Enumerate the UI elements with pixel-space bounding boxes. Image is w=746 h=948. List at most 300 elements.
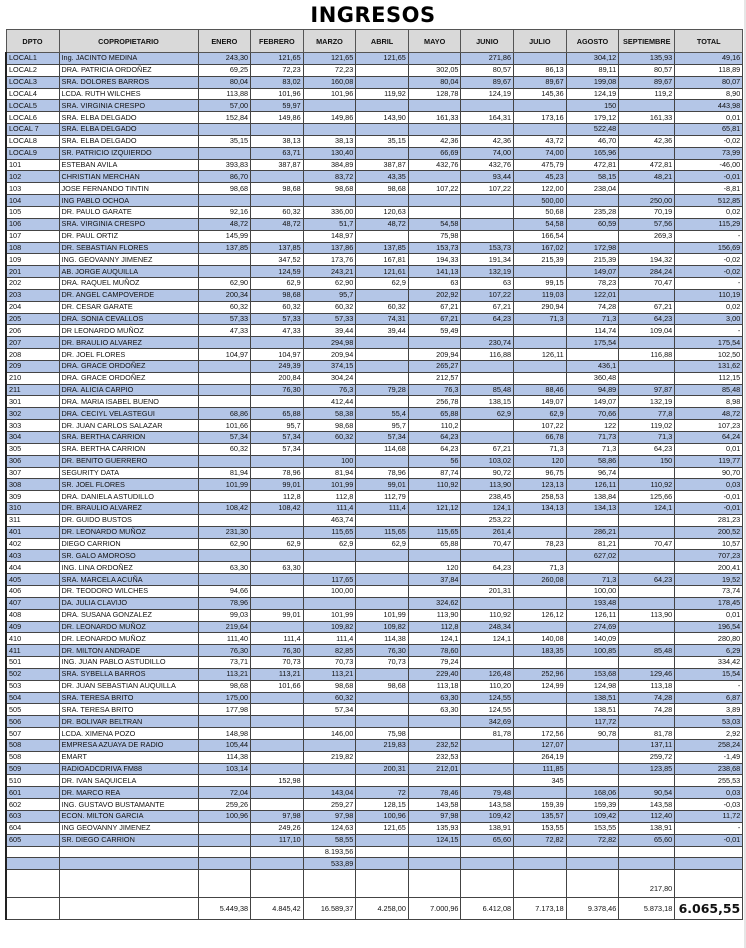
cell-marzo[interactable]: 51,7	[303, 218, 356, 230]
cell-copropietario[interactable]	[59, 846, 198, 858]
cell-mayo[interactable]: 63,30	[408, 704, 461, 716]
cell-abril[interactable]	[356, 775, 409, 787]
cell-febrero[interactable]: 60,32	[251, 301, 304, 313]
cell-total[interactable]: 0,01	[675, 112, 743, 124]
cell-copropietario[interactable]: DR. JOEL FLORES	[59, 349, 198, 361]
cell-agosto[interactable]: 81,21	[566, 538, 619, 550]
cell-abril[interactable]: 143,90	[356, 112, 409, 124]
cell-junio[interactable]	[461, 124, 514, 136]
cell-enero[interactable]	[198, 834, 251, 846]
cell-septiembre[interactable]: 217,80	[619, 870, 675, 898]
cell-febrero[interactable]: 104,97	[251, 349, 304, 361]
cell-enero[interactable]: 78,96	[198, 597, 251, 609]
cell-febrero[interactable]: 47,33	[251, 325, 304, 337]
cell-total[interactable]: -0,02	[675, 266, 743, 278]
cell-septiembre[interactable]: 137,11	[619, 739, 675, 751]
cell-agosto[interactable]: 122,01	[566, 289, 619, 301]
cell-febrero[interactable]	[251, 585, 304, 597]
cell-abril[interactable]: 43,35	[356, 171, 409, 183]
cell-enero[interactable]: 113,88	[198, 88, 251, 100]
cell-copropietario[interactable]: DRA. DANIELA ASTUDILLO	[59, 491, 198, 503]
cell-julio[interactable]: 99,15	[514, 278, 567, 290]
cell-enero[interactable]	[198, 455, 251, 467]
cell-mayo[interactable]	[408, 53, 461, 65]
cell-dpto[interactable]: 306	[6, 455, 59, 467]
cell-septiembre[interactable]: 97,87	[619, 384, 675, 396]
cell-dpto[interactable]: 406	[6, 585, 59, 597]
cell-julio[interactable]: 183,35	[514, 645, 567, 657]
cell-septiembre[interactable]: 123,85	[619, 763, 675, 775]
cell-febrero[interactable]: 95,7	[251, 420, 304, 432]
cell-marzo[interactable]: 62,9	[303, 538, 356, 550]
cell-febrero[interactable]	[251, 763, 304, 775]
cell-febrero[interactable]	[251, 799, 304, 811]
cell-febrero[interactable]: 63,71	[251, 147, 304, 159]
cell-agosto[interactable]	[566, 751, 619, 763]
cell-junio[interactable]: 113,90	[461, 479, 514, 491]
cell-septiembre[interactable]: 5.873,18	[619, 898, 675, 920]
cell-febrero[interactable]: 70,73	[251, 657, 304, 669]
cell-enero[interactable]	[198, 491, 251, 503]
cell-agosto[interactable]: 199,08	[566, 76, 619, 88]
cell-agosto[interactable]: 74,28	[566, 301, 619, 313]
cell-julio[interactable]: 167,02	[514, 242, 567, 254]
cell-febrero[interactable]: 97,98	[251, 811, 304, 823]
cell-septiembre[interactable]	[619, 467, 675, 479]
cell-abril[interactable]: 120,63	[356, 206, 409, 218]
cell-marzo[interactable]: 98,68	[303, 420, 356, 432]
cell-copropietario[interactable]: RADIOADCDRIVA FM88	[59, 763, 198, 775]
cell-mayo[interactable]: 432,76	[408, 159, 461, 171]
cell-copropietario[interactable]: SR. PATRICIO IZQUIERDO	[59, 147, 198, 159]
cell-dpto[interactable]	[6, 846, 59, 858]
cell-total[interactable]: 107,23	[675, 420, 743, 432]
cell-septiembre[interactable]: 42,36	[619, 135, 675, 147]
cell-septiembre[interactable]: 110,92	[619, 479, 675, 491]
cell-mayo[interactable]: 141,13	[408, 266, 461, 278]
cell-mayo[interactable]: 153,73	[408, 242, 461, 254]
cell-total[interactable]: -8,81	[675, 183, 743, 195]
cell-enero[interactable]: 100,96	[198, 811, 251, 823]
cell-marzo[interactable]: 121,65	[303, 53, 356, 65]
cell-marzo[interactable]	[303, 775, 356, 787]
cell-mayo[interactable]: 78,46	[408, 787, 461, 799]
cell-total[interactable]: 2,92	[675, 728, 743, 740]
cell-abril[interactable]: 137,85	[356, 242, 409, 254]
cell-dpto[interactable]: 405	[6, 574, 59, 586]
cell-total[interactable]: 0,01	[675, 443, 743, 455]
cell-copropietario[interactable]: SRA. VIRGINIA CRESPO	[59, 100, 198, 112]
cell-septiembre[interactable]	[619, 585, 675, 597]
cell-copropietario[interactable]	[59, 858, 198, 870]
cell-total[interactable]: 10,57	[675, 538, 743, 550]
cell-dpto[interactable]: 308	[6, 479, 59, 491]
cell-febrero[interactable]: 62,9	[251, 278, 304, 290]
cell-total[interactable]: -	[675, 822, 743, 834]
cell-abril[interactable]: 98,68	[356, 680, 409, 692]
cell-enero[interactable]: 80,04	[198, 76, 251, 88]
cell-junio[interactable]	[461, 230, 514, 242]
cell-marzo[interactable]: 294,98	[303, 337, 356, 349]
cell-julio[interactable]	[514, 846, 567, 858]
cell-enero[interactable]	[198, 266, 251, 278]
cell-abril[interactable]	[356, 834, 409, 846]
cell-julio[interactable]	[514, 372, 567, 384]
cell-febrero[interactable]: 4.845,42	[251, 898, 304, 920]
cell-abril[interactable]: 35,15	[356, 135, 409, 147]
cell-julio[interactable]	[514, 597, 567, 609]
cell-marzo[interactable]: 60,32	[303, 692, 356, 704]
cell-agosto[interactable]	[566, 657, 619, 669]
cell-julio[interactable]: 120	[514, 455, 567, 467]
cell-agosto[interactable]: 360,48	[566, 372, 619, 384]
cell-febrero[interactable]: 72,23	[251, 64, 304, 76]
cell-dpto[interactable]: 604	[6, 822, 59, 834]
cell-dpto[interactable]: 302	[6, 408, 59, 420]
cell-abril[interactable]: 70,73	[356, 657, 409, 669]
cell-julio[interactable]	[514, 124, 567, 136]
cell-mayo[interactable]: 212,01	[408, 763, 461, 775]
cell-febrero[interactable]	[251, 858, 304, 870]
cell-agosto[interactable]: 100,85	[566, 645, 619, 657]
cell-total[interactable]: -	[675, 680, 743, 692]
cell-septiembre[interactable]: 161,33	[619, 112, 675, 124]
cell-septiembre[interactable]: 90,54	[619, 787, 675, 799]
cell-total[interactable]: 15,54	[675, 668, 743, 680]
cell-febrero[interactable]: 152,98	[251, 775, 304, 787]
cell-enero[interactable]	[198, 870, 251, 898]
cell-mayo[interactable]: 302,05	[408, 64, 461, 76]
cell-total[interactable]: 707,23	[675, 550, 743, 562]
cell-dpto[interactable]: 104	[6, 195, 59, 207]
cell-marzo[interactable]: 111,4	[303, 633, 356, 645]
cell-agosto[interactable]: 126,11	[566, 479, 619, 491]
cell-julio[interactable]: 88,46	[514, 384, 567, 396]
cell-julio[interactable]: 215,39	[514, 254, 567, 266]
cell-enero[interactable]: 92,16	[198, 206, 251, 218]
cell-enero[interactable]: 393,83	[198, 159, 251, 171]
cell-dpto[interactable]	[6, 870, 59, 898]
cell-julio[interactable]	[514, 704, 567, 716]
cell-abril[interactable]: 98,68	[356, 183, 409, 195]
cell-total[interactable]: -0,02	[675, 135, 743, 147]
cell-julio[interactable]: 66,78	[514, 432, 567, 444]
cell-febrero[interactable]	[251, 728, 304, 740]
cell-junio[interactable]: 110,92	[461, 609, 514, 621]
cell-junio[interactable]: 261,4	[461, 526, 514, 538]
cell-mayo[interactable]: 324,62	[408, 597, 461, 609]
cell-total[interactable]: 119,77	[675, 455, 743, 467]
cell-agosto[interactable]: 72,82	[566, 834, 619, 846]
cell-agosto[interactable]	[566, 562, 619, 574]
cell-copropietario[interactable]: SRA. BERTHA CARRION	[59, 443, 198, 455]
cell-agosto[interactable]: 138,51	[566, 704, 619, 716]
cell-enero[interactable]	[198, 574, 251, 586]
column-header-total[interactable]: TOTAL	[675, 30, 743, 53]
cell-septiembre[interactable]	[619, 657, 675, 669]
cell-febrero[interactable]	[251, 124, 304, 136]
cell-enero[interactable]: 63,30	[198, 562, 251, 574]
cell-total[interactable]: 80,07	[675, 76, 743, 88]
cell-septiembre[interactable]: 74,28	[619, 692, 675, 704]
cell-febrero[interactable]: 63,30	[251, 562, 304, 574]
cell-junio[interactable]: 63	[461, 278, 514, 290]
cell-junio[interactable]: 74,00	[461, 147, 514, 159]
cell-mayo[interactable]: 112,8	[408, 621, 461, 633]
cell-total[interactable]: 115,29	[675, 218, 743, 230]
cell-septiembre[interactable]: 124,1	[619, 503, 675, 515]
cell-total[interactable]: 258,24	[675, 739, 743, 751]
cell-julio[interactable]: 71,3	[514, 313, 567, 325]
cell-junio[interactable]: 80,57	[461, 64, 514, 76]
cell-copropietario[interactable]: DRA. SUSANA GONZALEZ	[59, 609, 198, 621]
cell-febrero[interactable]: 149,86	[251, 112, 304, 124]
cell-mayo[interactable]	[408, 124, 461, 136]
cell-dpto[interactable]	[6, 858, 59, 870]
cell-total[interactable]: 131,62	[675, 360, 743, 372]
cell-abril[interactable]: 114,68	[356, 443, 409, 455]
cell-dpto[interactable]: LOCAL9	[6, 147, 59, 159]
cell-agosto[interactable]: 149,07	[566, 266, 619, 278]
cell-dpto[interactable]: 502	[6, 668, 59, 680]
cell-total[interactable]: 281,23	[675, 514, 743, 526]
cell-abril[interactable]: 200,31	[356, 763, 409, 775]
cell-copropietario[interactable]: DR. BRAULIO ALVAREZ	[59, 337, 198, 349]
cell-abril[interactable]	[356, 349, 409, 361]
cell-septiembre[interactable]	[619, 242, 675, 254]
cell-mayo[interactable]: 63	[408, 278, 461, 290]
cell-total[interactable]: 85,48	[675, 384, 743, 396]
cell-marzo[interactable]: 16.589,37	[303, 898, 356, 920]
cell-julio[interactable]: 86,13	[514, 64, 567, 76]
cell-septiembre[interactable]: 109,04	[619, 325, 675, 337]
cell-junio[interactable]: 124,55	[461, 704, 514, 716]
cell-julio[interactable]	[514, 858, 567, 870]
cell-dpto[interactable]: 506	[6, 716, 59, 728]
cell-agosto[interactable]: 179,12	[566, 112, 619, 124]
cell-julio[interactable]: 134,13	[514, 503, 567, 515]
cell-agosto[interactable]: 165,96	[566, 147, 619, 159]
cell-dpto[interactable]: 204	[6, 301, 59, 313]
cell-agosto[interactable]: 46,70	[566, 135, 619, 147]
cell-junio[interactable]: 90,72	[461, 467, 514, 479]
cell-julio[interactable]: 123,13	[514, 479, 567, 491]
cell-total[interactable]: 334,42	[675, 657, 743, 669]
cell-junio[interactable]	[461, 645, 514, 657]
cell-mayo[interactable]	[408, 775, 461, 787]
cell-febrero[interactable]: 121,65	[251, 53, 304, 65]
cell-junio[interactable]	[461, 360, 514, 372]
cell-junio[interactable]: 432,76	[461, 159, 514, 171]
cell-mayo[interactable]: 65,88	[408, 408, 461, 420]
cell-abril[interactable]	[356, 455, 409, 467]
cell-septiembre[interactable]: 113,18	[619, 680, 675, 692]
cell-abril[interactable]: 78,96	[356, 467, 409, 479]
cell-mayo[interactable]: 80,04	[408, 76, 461, 88]
cell-mayo[interactable]: 67,21	[408, 301, 461, 313]
cell-julio[interactable]: 173,16	[514, 112, 567, 124]
cell-mayo[interactable]	[408, 858, 461, 870]
cell-marzo[interactable]: 384,89	[303, 159, 356, 171]
cell-total[interactable]	[675, 846, 743, 858]
cell-marzo[interactable]: 39,44	[303, 325, 356, 337]
cell-mayo[interactable]: 229,40	[408, 668, 461, 680]
cell-dpto[interactable]: LOCAL2	[6, 64, 59, 76]
cell-marzo[interactable]: 148,97	[303, 230, 356, 242]
cell-marzo[interactable]	[303, 739, 356, 751]
cell-agosto[interactable]: 60,59	[566, 218, 619, 230]
cell-agosto[interactable]: 175,54	[566, 337, 619, 349]
cell-agosto[interactable]: 304,12	[566, 53, 619, 65]
cell-total[interactable]: -	[675, 278, 743, 290]
cell-julio[interactable]: 7.173,18	[514, 898, 567, 920]
cell-mayo[interactable]: 121,12	[408, 503, 461, 515]
cell-abril[interactable]: 74,31	[356, 313, 409, 325]
cell-abril[interactable]	[356, 147, 409, 159]
cell-febrero[interactable]	[251, 526, 304, 538]
cell-dpto[interactable]: 411	[6, 645, 59, 657]
cell-junio[interactable]: 107,22	[461, 183, 514, 195]
cell-mayo[interactable]: 79,24	[408, 657, 461, 669]
cell-marzo[interactable]: 143,04	[303, 787, 356, 799]
cell-total[interactable]: 112,15	[675, 372, 743, 384]
cell-abril[interactable]: 99,01	[356, 479, 409, 491]
cell-junio[interactable]	[461, 100, 514, 112]
cell-total[interactable]: 118,89	[675, 64, 743, 76]
cell-dpto[interactable]: 307	[6, 467, 59, 479]
cell-septiembre[interactable]: 65,60	[619, 834, 675, 846]
cell-copropietario[interactable]: SRA. ELBA DELGADO	[59, 124, 198, 136]
cell-febrero[interactable]	[251, 195, 304, 207]
cell-junio[interactable]: 143,58	[461, 799, 514, 811]
cell-mayo[interactable]: 97,98	[408, 811, 461, 823]
cell-junio[interactable]: 65,60	[461, 834, 514, 846]
cell-marzo[interactable]: 60,32	[303, 432, 356, 444]
cell-junio[interactable]: 110,20	[461, 680, 514, 692]
cell-total[interactable]: 48,72	[675, 408, 743, 420]
cell-dpto[interactable]: 305	[6, 443, 59, 455]
cell-enero[interactable]: 98,68	[198, 183, 251, 195]
cell-total[interactable]: 11,72	[675, 811, 743, 823]
cell-copropietario[interactable]: SRA. SYBELLA BARROS	[59, 668, 198, 680]
cell-dpto[interactable]: 102	[6, 171, 59, 183]
cell-total[interactable]: 110,19	[675, 289, 743, 301]
cell-dpto[interactable]: 107	[6, 230, 59, 242]
cell-julio[interactable]	[514, 692, 567, 704]
grand-total[interactable]: 6.065,55	[675, 898, 743, 920]
cell-mayo[interactable]: 232,53	[408, 751, 461, 763]
cell-marzo[interactable]: 113,21	[303, 668, 356, 680]
cell-mayo[interactable]: 66,69	[408, 147, 461, 159]
cell-abril[interactable]: 111,4	[356, 503, 409, 515]
cell-abril[interactable]: 112,79	[356, 491, 409, 503]
cell-septiembre[interactable]: 48,21	[619, 171, 675, 183]
cell-copropietario[interactable]: DRA. ALICIA CARPIO	[59, 384, 198, 396]
cell-dpto[interactable]: LOCAL 7	[6, 124, 59, 136]
column-header-junio[interactable]: JUNIO	[461, 30, 514, 53]
cell-agosto[interactable]: 172,98	[566, 242, 619, 254]
cell-agosto[interactable]	[566, 739, 619, 751]
cell-copropietario[interactable]: SRA. TERESA BRITO	[59, 704, 198, 716]
cell-dpto[interactable]: 410	[6, 633, 59, 645]
cell-junio[interactable]: 81,78	[461, 728, 514, 740]
cell-agosto[interactable]: 114,74	[566, 325, 619, 337]
cell-dpto[interactable]: 309	[6, 491, 59, 503]
cell-febrero[interactable]: 137,85	[251, 242, 304, 254]
cell-abril[interactable]	[356, 585, 409, 597]
cell-marzo[interactable]	[303, 443, 356, 455]
cell-dpto[interactable]: 501	[6, 657, 59, 669]
cell-enero[interactable]: 81,94	[198, 467, 251, 479]
cell-julio[interactable]: 145,36	[514, 88, 567, 100]
cell-junio[interactable]: 271,86	[461, 53, 514, 65]
cell-septiembre[interactable]	[619, 597, 675, 609]
cell-enero[interactable]: 35,15	[198, 135, 251, 147]
cell-copropietario[interactable]: EMPRESA AZUAYA DE RADIO	[59, 739, 198, 751]
cell-septiembre[interactable]: 64,23	[619, 574, 675, 586]
cell-junio[interactable]	[461, 858, 514, 870]
cell-marzo[interactable]: 76,3	[303, 384, 356, 396]
cell-mayo[interactable]: 67,21	[408, 313, 461, 325]
cell-total[interactable]: -	[675, 325, 743, 337]
cell-julio[interactable]: 172,56	[514, 728, 567, 740]
cell-copropietario[interactable]: DA. JULIA CLAVIJO	[59, 597, 198, 609]
cell-copropietario[interactable]: ECON. MILTON GARCIA	[59, 811, 198, 823]
cell-junio[interactable]: 342,69	[461, 716, 514, 728]
cell-enero[interactable]: 99,03	[198, 609, 251, 621]
cell-septiembre[interactable]: 85,48	[619, 645, 675, 657]
cell-mayo[interactable]: 42,36	[408, 135, 461, 147]
cell-mayo[interactable]: 76,3	[408, 384, 461, 396]
cell-marzo[interactable]: 374,15	[303, 360, 356, 372]
cell-total[interactable]: 102,50	[675, 349, 743, 361]
cell-total[interactable]: 65,81	[675, 124, 743, 136]
cell-agosto[interactable]: 274,69	[566, 621, 619, 633]
cell-septiembre[interactable]	[619, 526, 675, 538]
cell-febrero[interactable]: 57,33	[251, 313, 304, 325]
cell-marzo[interactable]: 117,65	[303, 574, 356, 586]
cell-julio[interactable]: 140,08	[514, 633, 567, 645]
cell-agosto[interactable]: 235,28	[566, 206, 619, 218]
cell-abril[interactable]	[356, 692, 409, 704]
cell-enero[interactable]	[198, 124, 251, 136]
cell-marzo[interactable]: 112,8	[303, 491, 356, 503]
cell-agosto[interactable]: 134,13	[566, 503, 619, 515]
cell-total[interactable]	[675, 870, 743, 898]
cell-julio[interactable]	[514, 526, 567, 538]
cell-dpto[interactable]: 202	[6, 278, 59, 290]
cell-abril[interactable]	[356, 716, 409, 728]
cell-mayo[interactable]	[408, 514, 461, 526]
cell-septiembre[interactable]: 64,23	[619, 313, 675, 325]
cell-mayo[interactable]: 124,1	[408, 633, 461, 645]
cell-febrero[interactable]	[251, 846, 304, 858]
cell-abril[interactable]: 119,92	[356, 88, 409, 100]
cell-total[interactable]: 512,85	[675, 195, 743, 207]
cell-julio[interactable]: 74,00	[514, 147, 567, 159]
cell-marzo[interactable]: 463,74	[303, 514, 356, 526]
cell-copropietario[interactable]: SRA. BERTHA CARRION	[59, 432, 198, 444]
cell-abril[interactable]	[356, 360, 409, 372]
cell-dpto[interactable]: 602	[6, 799, 59, 811]
cell-agosto[interactable]: 58,15	[566, 171, 619, 183]
cell-copropietario[interactable]: SRA. DOLORES BARROS	[59, 76, 198, 88]
cell-agosto[interactable]: 153,55	[566, 822, 619, 834]
cell-septiembre[interactable]: 67,21	[619, 301, 675, 313]
cell-copropietario[interactable]: SRA. VIRGINIA CRESPO	[59, 218, 198, 230]
cell-junio[interactable]	[461, 751, 514, 763]
cell-julio[interactable]: 166,54	[514, 230, 567, 242]
